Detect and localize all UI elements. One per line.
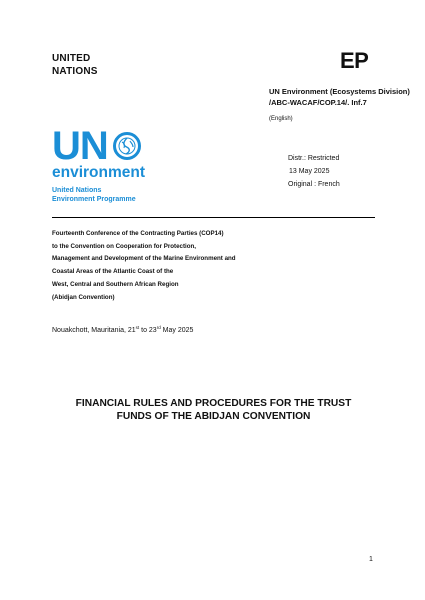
header-divider (52, 217, 375, 218)
un-environment-logo (52, 124, 146, 204)
document-symbol (269, 86, 410, 108)
logo-environment-text: environment (52, 164, 146, 181)
symbol-line2: /ABC-WACAF/COP.14/. Inf.7 (269, 98, 367, 107)
document-title-line2: FUNDS OF THE ABIDJAN CONVENTION (116, 411, 311, 422)
page-number: 1 (369, 556, 373, 563)
conference-line: West, Central and Southern African Region (52, 280, 179, 288)
distribution-block (288, 152, 340, 191)
org-name-line1: UNITED (52, 53, 91, 64)
document-title (52, 397, 375, 423)
place-suffix: May 2025 (160, 327, 194, 334)
org-name (52, 52, 98, 78)
place-sup-first: st (135, 325, 140, 330)
logo-un-text: UN (52, 124, 108, 168)
document-date: 13 May 2025 (289, 168, 330, 175)
conference-line: Coastal Areas of the Atlantic Coast of the (52, 268, 174, 276)
conference-description (52, 228, 312, 304)
un-emblem-icon (111, 130, 143, 162)
logo-un-row (52, 124, 145, 168)
language-note: (English) (269, 116, 293, 122)
logo-subtitle-line1: United Nations (52, 187, 102, 194)
distribution-status: Distr.: Restricted (288, 155, 340, 162)
conference-line: to the Convention on Cooperation for Protection, (52, 242, 197, 250)
meeting-place-date (52, 325, 193, 334)
conference-line: Fourteenth Conference of the Contracting Parties (COP14) (52, 230, 224, 237)
conference-line: (Abidjan Convention) (52, 293, 115, 301)
org-name-line2: NATIONS (52, 66, 98, 77)
conference-line: Management and Development of the Marine Environment and (52, 255, 236, 263)
language-code: EP (340, 48, 369, 73)
symbol-line1: UN Environment (Ecosystems Division) (269, 87, 410, 96)
original-language: Original : French (288, 181, 340, 188)
place-prefix: Nouakchott, Mauritania, 21 (52, 327, 136, 334)
logo-subtitle-line2: Environment Programme (52, 196, 136, 203)
logo-subtitle (52, 186, 145, 204)
document-title-line1: FINANCIAL RULES AND PROCEDURES FOR THE TRUST (75, 398, 352, 409)
place-middle: to 23 (139, 327, 157, 334)
place-sup-second: rd (156, 325, 161, 330)
